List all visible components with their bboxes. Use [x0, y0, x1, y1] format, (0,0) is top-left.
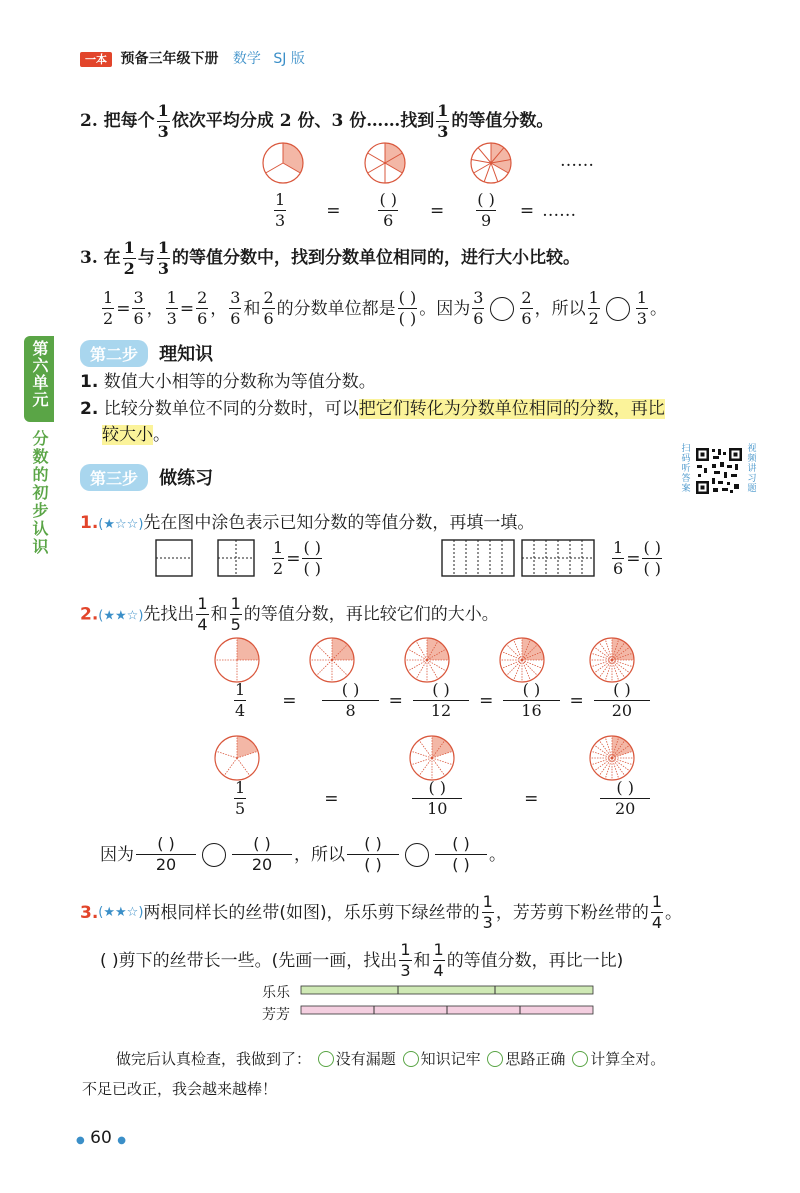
item-end: 。 — [153, 425, 170, 445]
rect-quarters — [218, 540, 254, 576]
pink-ribbon — [301, 1006, 593, 1014]
exercise-text: 先在图中涂色表示已知分数的等值分数，再填一填。 — [143, 513, 535, 533]
question-3 — [80, 240, 580, 277]
exercise-number: 1. — [80, 513, 99, 533]
question-2 — [80, 103, 553, 140]
compare-circle[interactable] — [202, 843, 226, 867]
fraction-third: $\frac{1}{3}$ — [157, 238, 169, 278]
exercise-3-line-2: ( )剪下的丝带长一些。(先画一画，找出 $\frac{1}{3}$ 和 $\frac{1}{4}$ 的等值分数，再比一比) — [100, 940, 624, 980]
circle-5-parts — [215, 736, 259, 780]
circle-16-parts — [500, 638, 544, 682]
eq-ellipsis: …… — [542, 200, 577, 221]
circle-ninths — [471, 143, 511, 183]
fraction-one-third-b: $\frac{1}{3}$ — [437, 101, 449, 141]
subject-label: 数学 — [232, 51, 261, 67]
ex1-eq-half: $\frac{1}{2}$ = $\frac{( )}{( )}$ — [273, 538, 322, 578]
q2-text-pre: 把每个 — [103, 111, 155, 131]
circle-8-parts — [310, 638, 354, 682]
ribbon-lele-label: 乐乐 — [262, 985, 290, 1001]
highlight-text: 把它们转化为分数单位相同的分数，再比 — [358, 399, 665, 419]
q3-text-post: 的等值分数中，找到分数单位相同的，进行大小比较。 — [171, 248, 580, 268]
circle-20-parts — [590, 736, 634, 780]
step-badge: 第三步 — [80, 464, 148, 491]
answer-blank[interactable]: $\frac{( )}{16}$ — [503, 682, 559, 719]
brand-logo: 一本 — [80, 52, 112, 67]
answer-blank[interactable]: $\frac{( )}{20}$ — [232, 836, 292, 873]
self-check-line-1: 做完后认真检查，我做到了： 没有漏题 知识记牢 思路正确 计算全对。 — [116, 1050, 666, 1068]
sidebar-topic — [28, 430, 52, 560]
self-check-line-2: 不足已改正，我会越来越棒！ — [82, 1080, 278, 1098]
difficulty-stars: (★★☆) — [98, 608, 144, 624]
ex2-conclusion: 因为 $\frac{( )}{20}$ $\frac{( )}{20}$ ，所以 $\frac{( )}{( )}$ $\frac{( )}{( )}$ 。 — [100, 834, 506, 874]
answer-blank[interactable]: $\frac{( )}{12}$ — [413, 682, 469, 719]
answer-blank[interactable]: $\frac{( )}{20}$ — [136, 836, 196, 873]
exercise-text-and: 和 — [210, 604, 228, 625]
check-circle-icon[interactable] — [572, 1051, 588, 1067]
question-number: 3. — [80, 248, 98, 268]
q2-text-post: 的等值分数。 — [451, 111, 554, 131]
q3-text-and: 与 — [137, 248, 155, 268]
exercise-text-pre: 先找出 — [143, 604, 195, 625]
answer-blank[interactable]: $\frac{( )}{20}$ — [594, 682, 650, 719]
ex1-eq-sixth: $\frac{1}{6}$ = $\frac{( )}{( )}$ — [613, 538, 662, 578]
circle-20-parts — [590, 638, 634, 682]
exercise-text-1: 两根同样长的丝带(如图)，乐乐剪下绿丝带的 — [143, 902, 480, 923]
item-number: 1. — [80, 372, 99, 392]
answer-blank[interactable]: $\frac{( )}{( )}$ — [303, 538, 322, 578]
ex2-equation-row-1: $\frac{1}{4}$ = $\frac{( )}{8}$ = $\frac{( )}{12}$ = $\frac{( )}{16}$ = $\frac{( )}{20}$ — [232, 682, 652, 719]
q3-text-pre: 在 — [103, 248, 121, 268]
q3-line-2: $\frac{1}{2}$ = $\frac{3}{6}$ ， $\frac{1}{3}$ = $\frac{2}{6}$ ， $\frac{3}{6}$ 和 $\frac{2}{6}$ 的分数单位都是 $\frac{( )}{( )}$ 。因为 $\frac{3}{6}$ $\frac{2}{6}$ ，所以 $\frac{1}{2}$ $\frac{1}{3}$ 。 — [103, 288, 667, 328]
rect-halves-a — [156, 540, 192, 576]
exercise-number: 3. — [80, 902, 99, 923]
qr-code-block[interactable] — [680, 444, 760, 500]
book-title: 预备三年级下册 — [120, 51, 219, 67]
knowledge-item-1 — [80, 370, 376, 394]
equals-sign: = — [430, 200, 445, 221]
exercise-number: 2. — [80, 604, 99, 625]
highlight-text-2: 较大小 — [102, 425, 153, 445]
answer-blank[interactable]: $\frac{( )}{8}$ — [322, 682, 378, 719]
item-number: 2. — [80, 399, 99, 419]
qr-code-icon — [694, 446, 744, 496]
check-circle-icon[interactable] — [318, 1051, 334, 1067]
knowledge-item-2 — [80, 396, 760, 448]
circle-sixths — [365, 143, 405, 183]
answer-blank[interactable]: $\frac{( )}{20}$ — [600, 780, 650, 817]
answer-blank[interactable]: $\frac{( )}{( )}$ — [435, 836, 487, 873]
exercise-text-post: 的等值分数，再比较它们的大小。 — [243, 604, 499, 625]
check-circle-icon[interactable] — [487, 1051, 503, 1067]
step-2-heading — [80, 340, 213, 367]
ribbon-diagram[interactable] — [300, 984, 600, 1018]
ex2-circles-row-1[interactable] — [200, 632, 640, 688]
q3-text-unit: 的分数单位都是 — [276, 298, 396, 319]
eq-frac-blank-9: $\frac{( )}{9}$ — [477, 190, 495, 230]
eq-frac-1-3: $\frac{1}{3}$ — [275, 190, 286, 230]
circle-10-parts — [410, 736, 454, 780]
page-number: ● 60 ● — [76, 1128, 126, 1148]
answer-blank[interactable]: $\frac{( )}{( )}$ — [643, 538, 662, 578]
circle-thirds — [263, 143, 303, 183]
sidebar-unit-tab — [24, 336, 54, 422]
unit-label: 第六单元 — [30, 340, 49, 408]
green-ribbon — [301, 986, 593, 994]
q2-text-mid: 依次平均分成 2 份、3 份……找到 — [171, 111, 435, 131]
page-number-text: 60 — [90, 1128, 112, 1148]
exercise-3: 3. (★★☆) 两根同样长的丝带(如图)，乐乐剪下绿丝带的 $\frac{1}{3}$ ，芳芳剪下粉丝带的 $\frac{1}{4}$ 。 — [80, 892, 683, 932]
ribbon-fangfang-label: 芳芳 — [262, 1007, 290, 1023]
answer-blank-unit[interactable]: $\frac{( )}{( )}$ — [398, 288, 417, 328]
answer-blank[interactable]: $\frac{( )}{( )}$ — [347, 836, 399, 873]
item-text: 比较分数单位不同的分数时，可以 — [103, 399, 359, 419]
fraction-half: $\frac{1}{2}$ — [123, 238, 135, 278]
exercise-2: 2.(★★☆)先找出 $\frac{1}{4}$ 和 $\frac{1}{5}$ 的等值分数，再比较它们的大小。 — [80, 594, 499, 634]
question-number: 2. — [80, 111, 98, 131]
step-badge: 第二步 — [80, 340, 148, 367]
equals-sign: = — [519, 200, 535, 221]
eq-frac-blank-6: $\frac{( )}{6}$ — [379, 190, 398, 230]
topic-label: 分数的初步认识 — [30, 430, 49, 556]
edition-label: SJ 版 — [273, 51, 305, 67]
ex2-equation-row-2: $\frac{1}{5}$ = $\frac{( )}{10}$ = $\frac{( )}{20}$ — [232, 780, 652, 817]
compare-circle-2[interactable] — [606, 297, 630, 321]
difficulty-stars: (★☆☆) — [98, 517, 144, 532]
circle-12-parts — [405, 638, 449, 682]
check-circle-icon[interactable] — [403, 1051, 419, 1067]
q2-ellipsis-top: …… — [560, 151, 594, 171]
answer-blank-who[interactable]: ( )剪下的丝带长一些。(先画一画，找出 — [100, 950, 398, 971]
ex2-circles-row-2[interactable] — [200, 730, 640, 786]
exercise-1 — [80, 512, 534, 536]
compare-circle[interactable] — [405, 843, 429, 867]
answer-blank[interactable]: $\frac{( )}{10}$ — [412, 780, 462, 817]
rect-sixths-a — [442, 540, 514, 576]
equals-sign: = — [326, 200, 341, 221]
page-header — [80, 48, 305, 68]
qr-caption-left: 扫 码 听 答 案 — [681, 444, 691, 494]
qr-caption-right: 视 频 讲 习 题 — [747, 444, 757, 494]
step-title: 做练习 — [159, 468, 214, 489]
exercise-text-2: ，芳芳剪下粉丝带的 — [495, 902, 649, 923]
difficulty-stars: (★★☆) — [98, 904, 144, 920]
q2-equation-row — [272, 192, 612, 229]
compare-circle-1[interactable] — [490, 297, 514, 321]
step-3-heading — [80, 464, 213, 491]
item-text: 数值大小相等的分数称为等值分数。 — [103, 372, 376, 392]
rect-twelfths — [522, 540, 594, 576]
fraction-one-third: $\frac{1}{3}$ — [157, 101, 169, 141]
step-title: 理知识 — [159, 344, 214, 365]
circle-4-parts — [215, 638, 259, 682]
ex1-rect-diagrams[interactable] — [150, 538, 610, 580]
